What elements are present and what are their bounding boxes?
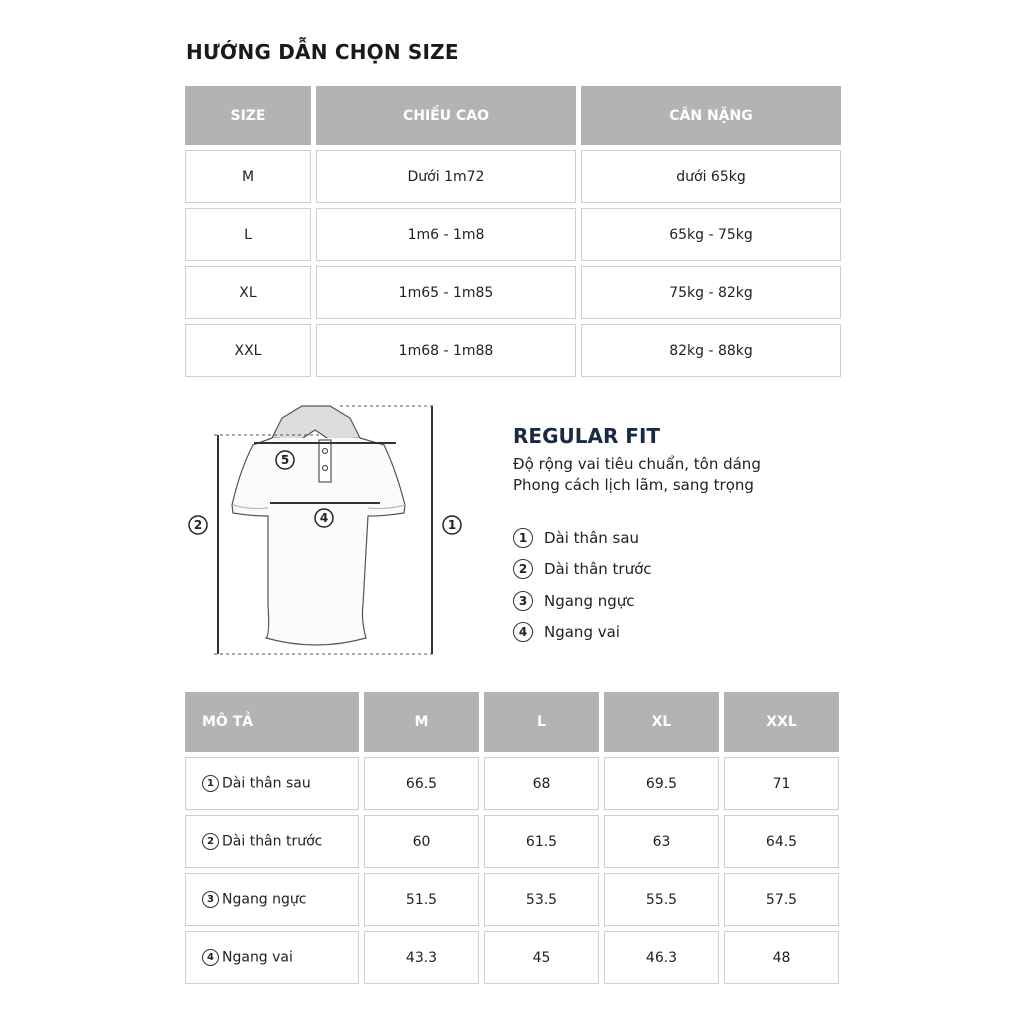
number-icon: 2 (513, 559, 533, 579)
header-m: M (364, 692, 479, 752)
number-icon: 4 (513, 622, 533, 642)
label-text: Dài thân sau (222, 775, 311, 792)
number-icon: 1 (202, 775, 219, 792)
polo-shirt-diagram (180, 390, 480, 670)
legend-item (513, 617, 652, 649)
cell: 46.3 (604, 931, 719, 984)
label-text: Ngang ngực (222, 891, 307, 908)
header-xxl: XXL (724, 692, 839, 752)
number-icon: 2 (202, 833, 219, 850)
table-row (185, 266, 841, 319)
cell: XXL (185, 324, 311, 377)
number-icon: 3 (202, 891, 219, 908)
cell: dưới 65kg (581, 150, 841, 203)
header-weight: CÂN NẶNG (581, 86, 841, 145)
cell: Dưới 1m72 (316, 150, 576, 203)
cell: 43.3 (364, 931, 479, 984)
number-icon: 4 (202, 949, 219, 966)
cell: 61.5 (484, 815, 599, 868)
fit-line-1: Độ rộng vai tiêu chuẩn, tôn dáng (513, 455, 761, 473)
header-height: CHIỀU CAO (316, 86, 576, 145)
cell: 65kg - 75kg (581, 208, 841, 261)
measurement-table (180, 687, 844, 989)
header-l: L (484, 692, 599, 752)
row-label (185, 931, 359, 984)
cell: 51.5 (364, 873, 479, 926)
label-text: Dài thân trước (222, 833, 323, 850)
svg-text:2: 2 (193, 518, 203, 532)
table-row (185, 757, 839, 810)
cell: 71 (724, 757, 839, 810)
header-description: MÔ TẢ (185, 692, 359, 752)
cell: 55.5 (604, 873, 719, 926)
svg-text:4: 4 (319, 511, 329, 525)
legend-item (513, 522, 652, 554)
table-row (185, 931, 839, 984)
fit-description (513, 424, 761, 496)
cell: M (185, 150, 311, 203)
cell: 1m65 - 1m85 (316, 266, 576, 319)
cell: 57.5 (724, 873, 839, 926)
fit-line-2: Phong cách lịch lãm, sang trọng (513, 476, 754, 494)
table-header-row (185, 692, 839, 752)
row-label (185, 757, 359, 810)
page-title: HƯỚNG DẪN CHỌN SIZE (186, 40, 459, 64)
cell: 69.5 (604, 757, 719, 810)
cell: 1m6 - 1m8 (316, 208, 576, 261)
marker-2 (189, 516, 207, 534)
svg-text:5: 5 (280, 453, 290, 467)
table-row (185, 208, 841, 261)
table-row (185, 324, 841, 377)
table-row (185, 873, 839, 926)
cell: 60 (364, 815, 479, 868)
number-icon: 3 (513, 591, 533, 611)
table-header-row (185, 86, 841, 145)
fit-title: REGULAR FIT (513, 424, 661, 448)
cell: 63 (604, 815, 719, 868)
cell: 75kg - 82kg (581, 266, 841, 319)
header-xl: XL (604, 692, 719, 752)
legend-item (513, 554, 652, 586)
marker-4 (315, 509, 333, 527)
marker-1 (443, 516, 461, 534)
marker-5 (276, 451, 294, 469)
cell: XL (185, 266, 311, 319)
cell: 66.5 (364, 757, 479, 810)
cell: 48 (724, 931, 839, 984)
cell: 53.5 (484, 873, 599, 926)
legend-label: Dài thân sau (544, 528, 640, 547)
row-label (185, 873, 359, 926)
legend-item (513, 585, 652, 617)
legend-label: Ngang vai (544, 623, 620, 642)
legend-label: Dài thân trước (544, 560, 652, 579)
table-row (185, 150, 841, 203)
header-size: SIZE (185, 86, 311, 145)
legend-label: Ngang ngực (544, 591, 635, 610)
svg-text:1: 1 (447, 518, 457, 532)
number-icon: 1 (513, 528, 533, 548)
cell: 45 (484, 931, 599, 984)
fit-text (513, 454, 761, 496)
cell: 68 (484, 757, 599, 810)
row-label (185, 815, 359, 868)
cell: 1m68 - 1m88 (316, 324, 576, 377)
measurement-legend (513, 522, 652, 648)
size-table (180, 81, 846, 382)
cell: 64.5 (724, 815, 839, 868)
table-row (185, 815, 839, 868)
label-text: Ngang vai (222, 949, 293, 966)
cell: L (185, 208, 311, 261)
cell: 82kg - 88kg (581, 324, 841, 377)
